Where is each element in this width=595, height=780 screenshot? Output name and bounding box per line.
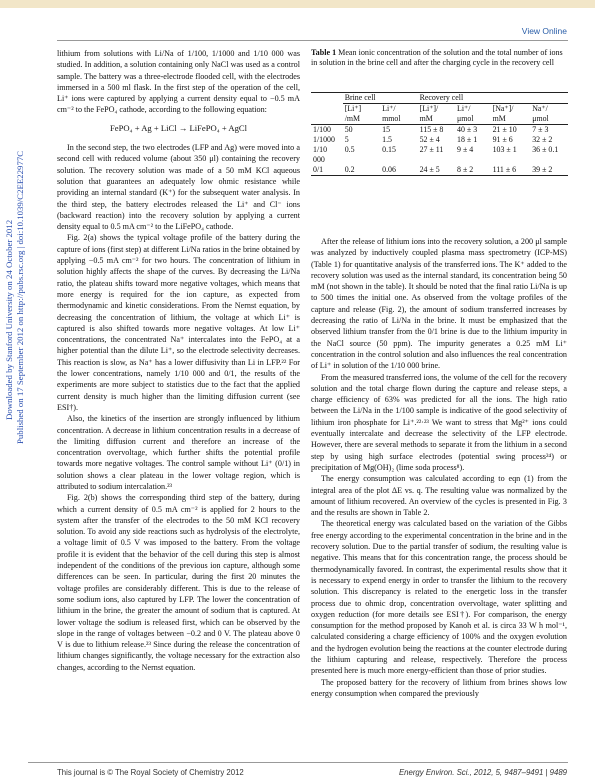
table-cell: 1/100 (313, 125, 331, 134)
paragraph: In the second step, the two electrodes (LFP and Ag) were moved into a second cell with reduced volume (about 350 μl) containing the recovery solution. The recovery solution was made of a 50 mM KCl aqueous solution that guarantees an adequately low ohmic resistance while providing an internal standard (K⁺) for the subsequent water analysis. In the third step, the battery electrodes released the Li⁺ and Cl⁻ ions (backward reaction) into the recovery solution by applying a current density equal to 0.5 mA cm⁻² to the LiFePO₄ cathode. (57, 143, 300, 232)
paragraph: The theoretical energy was calculated based on the variation of the Gibbs free energy according to the experimental concentration in the brine and in the recovery solution. Due to the partial transfer of sodium, the resulting value is negative. This means that for this concentration range, the process should be thermodynamically favored. In contrast, the experimental results show that it is necessary to expend energy in order to transfer the lithium to the recovery solution. This discrepancy is related to the energetic loss in the transfer process due to ohmic drop, concentration overvoltage, water splitting and oxygen reduction (for more details see ESI†). For comparison, the energy consumption for the method proposed by Kanoh et al. is circa 33 W h mol⁻¹, calculated considering a charge efficiency of 100% and the oxygen evolution and the hydrogen evolution being the reactions at the counter electrode during the lithium capturing and release, respectively. Therefore the process presented here is much more energy-efficient than those of prior studies. (311, 519, 567, 676)
table-cell: 1.5 (382, 135, 393, 144)
download-note: Downloaded by Stanford University on 24 October 2012 (4, 219, 14, 420)
table-cell: 36 ± 0.1 (532, 145, 559, 154)
paragraph: Fig. 2(b) shows the corresponding third step of the battery, during which a current density of 0.5 mA cm⁻² is applied for 2 hours to the system after the transfer of the electrodes to the 50 mM KCl recovery solution. To avoid any side reactions such as hydrolysis of the electrolyte, a voltage limit of 0.5 V was imposed to the battery. From the voltage profile it is evident that the behavior of the cell during this step is almost independent of the conditions of the previous ion capture, although some differences can be seen. In particular, during the first 20 minutes the voltage profiles are considerably different. This is due to the release of some sodium ions, also captured by LFP. The lower the concentration of lithium in the brine, the greater the amount of sodium that is captured. At lower voltage the sodium is released first, which can be observed by the slope in the range of voltages between −0.2 and 0 V. The plateau above 0 V is due to lithium release.²³ Since during the release the concentration of lithium changes significantly, the voltage necessary for the extraction also changes, according to the Nernst equation. (57, 493, 300, 672)
group-brine: Brine cell (343, 93, 418, 104)
paragraph: The energy consumption was calculated according to eqn (1) from the integral area of the plot ΔE vs. q. The resulting value was normalized by the amount of lithium recovered. An overview of the cycles is presented in Fig. 3 and the results are shown in Table 2. (311, 474, 567, 518)
published-note[interactable]: Published on 17 September 2012 on http://pubs.rsc.org | doi:10.1039/C2EE22977C (15, 150, 25, 444)
table-cell: 18 ± 1 (457, 135, 478, 144)
table-cell: 1/10 000 (313, 145, 328, 164)
table-cell: 50 (344, 125, 353, 134)
column-header: Li⁺/ μmol (457, 104, 474, 123)
paragraph: lithium from solutions with Li/Na of 1/100, 1/1000 and 1/10 000 was studied. In addition, a solution containing only NaCl was used as a control sample. The battery was a three-electrode flooded cell, with the electrodes immersed in a 500 ml flask. In the first step of the operation of the cell, Li⁺ ions were captured by applying a current density equal to −0.5 mA cm⁻² to the FePO₄ cathode, according to the following equation: (57, 49, 300, 115)
column-header: [Li⁺]/ mM (419, 104, 439, 123)
table-cell: 115 ± 8 (419, 125, 444, 134)
table-cell: 7 ± 3 (532, 125, 549, 134)
table-cell: 91 ± 6 (492, 135, 513, 144)
footer-copyright: This journal is © The Royal Society of Chemistry 2012 (57, 768, 244, 777)
footer-citation: Energy Environ. Sci., 2012, 5, 9487–9491 | 9489 (398, 768, 567, 777)
table-row (311, 135, 568, 145)
table-caption-text: Mean ionic concentration of the solution and the total number of ions in solution in the brine cell and after the charging cycle in the recovery cell (311, 48, 563, 68)
table-cell: 5 (344, 135, 349, 144)
equation: FePO₄ + Ag + LiCl → LiFePO₄ + AgCl (109, 122, 248, 133)
table-cell: 21 ± 10 (492, 125, 517, 134)
table-cell: 0.2 (344, 165, 355, 174)
table-cell: 15 (382, 125, 391, 134)
view-online-link[interactable]: View Online (521, 26, 567, 36)
table-row (311, 165, 568, 176)
table-cell: 52 ± 4 (419, 135, 440, 144)
table-caption (311, 48, 569, 69)
table-label: Table 1 (311, 48, 337, 57)
column-header: Na⁺/ μmol (532, 104, 549, 123)
table-cell: 111 ± 6 (492, 165, 517, 174)
paragraph: The proposed battery for the recovery of lithium from brines shows low energy consumption when compared the previously (311, 677, 567, 698)
table-cell: 0/1 (313, 165, 324, 174)
table-row (311, 145, 568, 165)
side-margin (0, 0, 30, 780)
footer-rule (28, 762, 568, 763)
table-cell: 40 ± 3 (457, 125, 478, 134)
table-row (311, 125, 568, 136)
table-cell: 103 ± 1 (492, 145, 517, 154)
paragraph: After the release of lithium ions into the recovery solution, a 200 μl sample was analyzed by inductively coupled plasma mass spectrometry (ICP-MS) (Table 1) for quantitative analysis of the transferred ions. The K⁺ added to the recovery solution was used as the internal standard, its concentration being 50 mM (not shown in the table). It should be noted that the final ratio Li/Na is up to 500 times the initial one. As observed from the voltage profiles of the capture and release (Fig. 2), the amount of sodium transferred increases by decreasing the ratio of Li/Na in the brine. It must be emphasized that the observed lithium transfer from the 0/1 brine is due to the lithium impurity in the NaCl source (50 ppm). The impurity generates a 0.25 mM Li⁺ concentration in the control solution and also influences the real concentration of Li⁺ in solution of the 1/10 000 brine. (311, 237, 567, 371)
group-recovery: Recovery cell (418, 93, 568, 104)
paragraph: From the measured transferred ions, the volume of the cell for the recovery solution and the total charge flown during the capture and release steps, a charge efficiency of 63% was predicted for all the ions. The high ratio between the Li/Na in the 1/100 sample is indicative of the good selectivity of lithium iron phosphate for Li⁺.²²·²³ We want to stress that Mg²⁺ ions could eventually intercalate and decrease the selectivity of the LFP electrode. However, there are several methods to separate it from the lithium in a second step by using high surface electrodes (potential swing process²⁴) or precipitation of Mg(OH)₂ (lime soda process⁸). (311, 372, 567, 472)
header-rule (57, 40, 568, 41)
column-header: Li⁺/ mmol (382, 104, 401, 123)
table-cell: 39 ± 2 (532, 165, 553, 174)
left-column (57, 48, 300, 673)
right-column (311, 236, 567, 699)
table-1 (311, 92, 568, 176)
table-cell: 0.15 (382, 145, 396, 154)
paragraph: Also, the kinetics of the insertion are strongly influenced by lithium concentration. A decrease in lithium concentration results in a decrease of the limiting diffusion current and therefore an increase of the concentration overvoltage, which further shifts the potential profile towards more negative voltages. The control sample without Li⁺ (0/1) in solution shows a clear plateau in the lower voltage region, which is attributed to sodium intercalation.²³ (57, 414, 300, 491)
top-color-bar (0, 0, 595, 8)
column-header: [Li⁺] /mM (344, 104, 362, 123)
table-cell: 24 ± 5 (419, 165, 440, 174)
table-cell: 8 ± 2 (457, 165, 474, 174)
paragraph: Fig. 2(a) shows the typical voltage profile of the battery during the capture of ions (first step) at different Li/Na ratios in the brine obtained by applying −0.5 mA cm⁻² for two hours. The concentration of lithium in solution highly affects the shape of the curves. By decreasing the Li/Na ratio, the plateau shifts toward more negative voltages, which means that more energy is required for the ion capture, as expected from thermodynamic and kinetic considerations. From the Nernst equation, by decreasing the concentration of lithium, the voltage at which Li⁺ is captured is also shifted towards more negative voltages. At low Li⁺ concentrations, the concentrated Na⁺ intercalates into the FePO₄ at a higher potential than the dilute Li⁺, so the electrode selectivity decreases. This reaction is slow, as Na⁺ has a lower diffusivity than Li in LFP.²² For the lower concentrations, namely 1/10 000 and 0/1, the results of the experiments are more subject to statistics due to the fact that the applied current density is much higher than the limiting diffusion current (see ESI†). (57, 233, 300, 412)
table-cell: 0.5 (344, 145, 355, 154)
table-cell: 1/1000 (313, 135, 335, 144)
table-cell: 27 ± 11 (419, 145, 444, 154)
table-cell: 0.06 (382, 165, 396, 174)
column-header: [Na⁺]/ mM (492, 104, 514, 123)
table-cell: 9 ± 4 (457, 145, 474, 154)
table-cell: 32 ± 2 (532, 135, 553, 144)
